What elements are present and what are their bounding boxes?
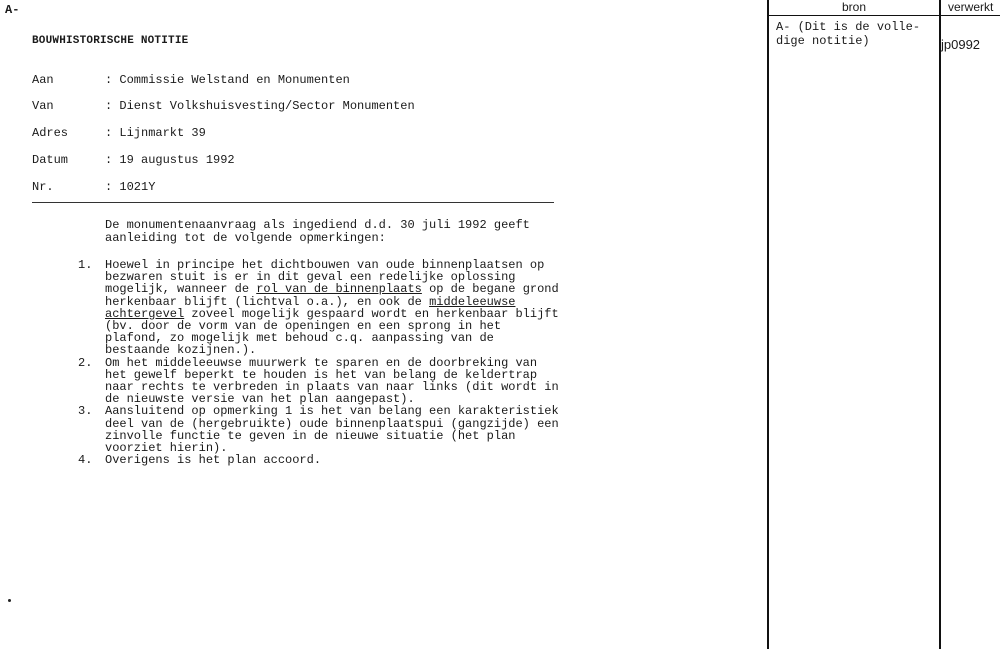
meta-label: Aan: [32, 73, 54, 87]
meta-value: : Dienst Volkshuisvesting/Sector Monumenten: [105, 99, 415, 113]
meta-value: : Lijnmarkt 39: [105, 126, 206, 140]
meta-value: : 1021Y: [105, 180, 156, 194]
item-text: Aansluitend op opmerking 1 is het van belang een karakteristiek deel van de (hergebruikte) oude binnenplaatspui (gangzijde) een zinvolle functie te geven in de nieuwe situatie (het plan voorziet hierin).: [105, 404, 559, 456]
list-item: [70, 405, 560, 454]
remarks-list: [70, 259, 560, 466]
list-item: [70, 357, 560, 406]
page-reference: A-: [5, 3, 20, 17]
item-text: Hoewel in principe het dichtbouwen van oude binnenplaatsen op bezwaren stuit is er in dit geval een redelijke oplossing mogelijk, wanneer de: [105, 258, 545, 297]
meta-label: Van: [32, 99, 54, 113]
meta-label: Adres: [32, 126, 69, 140]
meta-label: Datum: [32, 153, 69, 167]
bron-entry: A- (Dit is de volle- dige notitie): [776, 20, 921, 48]
column-header-bron: bron: [841, 0, 867, 14]
item-text: op de begane grond herkenbaar blijft (lichtval o.a.), en ook de: [105, 282, 559, 309]
column-divider: [767, 0, 769, 649]
verwerkt-entry: jp0992: [941, 37, 981, 52]
ledger-columns: [767, 0, 1000, 649]
item-text: Overigens is het plan accoord.: [105, 453, 322, 468]
list-item: [70, 454, 560, 466]
header-divider: [32, 202, 554, 203]
column-divider: [939, 0, 941, 649]
underlined-phrase: middeleeuwse achtergevel: [105, 294, 516, 321]
column-header-verwerkt: verwerkt: [948, 0, 994, 14]
meta-value: : Commissie Welstand en Monumenten: [105, 73, 350, 87]
item-number: 2.: [78, 355, 93, 370]
item-text: zoveel mogelijk gespaard wordt en herkenbaar blijft (bv. door de vorm van de openingen en een sprong in het plafond, zo mogelijk met behoud c.q. aanpassing van de bestaande kozijnen.).: [105, 306, 559, 358]
list-item: [70, 259, 560, 357]
meta-label: Nr.: [32, 180, 54, 194]
intro-paragraph: De monumentenaanvraag als ingediend d.d. 30 juli 1992 geeft aanleiding tot de volgende opmerkingen:: [105, 218, 530, 246]
underlined-phrase: rol van de binnenplaats: [256, 282, 422, 297]
item-number: 3.: [78, 404, 93, 419]
stray-mark: [8, 599, 11, 602]
item-text: Om het middeleeuwse muurwerk te sparen en de doorbreking van het gewelf beperkt te houden is het van belang de keldertrap naar rechts te verbreden in plaats van naar links (dit wordt in de nieuwste versie van het plan aangepast).: [105, 355, 559, 407]
header-rule: [767, 15, 1000, 16]
document-title: BOUWHISTORISCHE NOTITIE: [32, 35, 189, 47]
item-number: 1.: [78, 258, 93, 272]
item-number: 4.: [78, 453, 93, 468]
meta-value: : 19 augustus 1992: [105, 153, 235, 167]
